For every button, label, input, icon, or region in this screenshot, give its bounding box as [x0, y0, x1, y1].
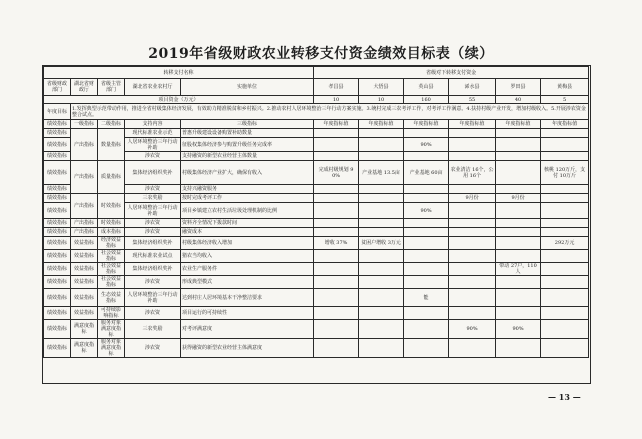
level1-indicator: 效益指标: [71, 237, 98, 250]
header-row-1: [44, 67, 589, 79]
table-row: [44, 250, 589, 263]
level3-indicator: 农业生产服务件: [181, 263, 314, 276]
indicator-type: 绩效指标: [44, 185, 71, 194]
level2-indicator: 数量指标: [98, 129, 125, 161]
indicator-value: [449, 263, 496, 276]
level3-indicator: 猪农当均收入: [181, 250, 314, 263]
finance-dept-label: 省级财政部门: [44, 79, 71, 96]
level1-indicator: 效益指标: [71, 307, 98, 320]
indicator-value: 农业清洁 16个，公用 16个: [449, 161, 496, 185]
goal-label: 年度目标: [44, 104, 71, 120]
level1-indicator: 产出指标: [71, 161, 98, 194]
support-content: 集体经济组织奖补: [125, 237, 181, 250]
indicator-type: 绩效指标: [44, 307, 71, 320]
header-row-3: [44, 96, 589, 104]
table-row: [44, 263, 589, 276]
indicator-value: [314, 138, 359, 152]
col-header: 年度指标值: [541, 120, 589, 129]
goal-row: [44, 104, 589, 120]
table-row: [44, 219, 589, 228]
indicator-type: 绩效指标: [44, 228, 71, 237]
indicator-value: [359, 129, 404, 138]
indicator-value: 完成村级规划 90%: [314, 161, 359, 185]
indicator-value: [314, 185, 359, 194]
level3-indicator: 支持兴融资服务: [181, 185, 314, 194]
col-header: 年度指标值: [314, 120, 359, 129]
indicator-value: [496, 138, 541, 152]
col-header: 一级指标: [71, 120, 98, 129]
level3-indicator: 普惠升级建设设备购置补助数量: [181, 129, 314, 138]
table-row: [44, 339, 589, 358]
column-header-row: [44, 120, 589, 129]
fund-amount: 5: [541, 96, 589, 104]
fund-amount: 10: [359, 96, 404, 104]
table-row: [44, 185, 589, 194]
indicator-type: 绩效指标: [44, 320, 71, 339]
indicator-value: [496, 276, 541, 289]
table-row: [44, 289, 589, 307]
level1-indicator: 产出指标: [71, 129, 98, 161]
indicator-value: [496, 219, 541, 228]
level3-indicator: 村级集体经济产业扩大，确保有收入: [181, 161, 314, 185]
level1-indicator: 产出指标: [71, 194, 98, 219]
page-title: 2019年省级财政农业转移支付资金绩效目标表（续）: [148, 46, 494, 62]
support-content: 三农奖励: [125, 320, 181, 339]
table-row: [44, 320, 589, 339]
level3-indicator: 项目乡镇建立农村生活垃圾处理机制的比例: [181, 203, 314, 219]
indicator-value: 贫困户增收 3万元: [359, 237, 404, 250]
indicator-value: [449, 185, 496, 194]
indicator-type: 绩效指标: [44, 219, 71, 228]
indicator-value: 90%: [404, 138, 449, 152]
indicator-value: 产业基地 60亩: [404, 161, 449, 185]
indicator-value: [541, 129, 589, 138]
indicator-value: [541, 194, 589, 203]
goal-text: 1.发挥典型示范带动作用，推进全省村级集体经济发展，有效助力精准脱贫和乡村振兴。2.推动农村人居环境整治三年行动方案实施。3.统村完成三农考评工作，对考评工作满意。4.扶持村级产业开发，增加村级收入。5.开展涉农资金整合试点。: [71, 104, 589, 120]
indicator-value: [449, 289, 496, 307]
indicator-value: [359, 194, 404, 203]
indicator-value: [314, 152, 359, 161]
indicator-value: [314, 276, 359, 289]
col-header: 年度指标值: [449, 120, 496, 129]
support-content: 涉农资: [125, 185, 181, 194]
indicator-value: [404, 219, 449, 228]
support-content: 涉农资: [125, 307, 181, 320]
indicator-value: [359, 219, 404, 228]
col-header: 二级指标: [98, 120, 125, 129]
indicator-value: [449, 339, 496, 358]
indicator-value: [449, 237, 496, 250]
indicator-type: 绩效指标: [44, 339, 71, 358]
page-number: — 13 —: [548, 392, 581, 402]
indicator-value: [449, 307, 496, 320]
level3-indicator: 融资成本: [181, 228, 314, 237]
indicator-value: [541, 219, 589, 228]
support-content: 涉农资: [125, 276, 181, 289]
indicator-value: [541, 185, 589, 194]
indicator-value: [404, 228, 449, 237]
indicator-type: 绩效指标: [44, 250, 71, 263]
indicator-value: [496, 289, 541, 307]
indicator-value: [314, 250, 359, 263]
level2-indicator: 社会效益指标: [98, 250, 125, 263]
table-row: [44, 129, 589, 138]
table-row: [44, 237, 589, 250]
level3-indicator: 支持融资的新型农业经营主体数量: [181, 152, 314, 161]
indicator-value: 核桃 120万斤，支付 10万斤: [541, 161, 589, 185]
indicator-value: [314, 228, 359, 237]
support-content: 人居环境整治三年行动补助: [125, 203, 181, 219]
support-content: 集体经济组织奖补: [125, 263, 181, 276]
support-content: 集体经济组织奖补: [125, 161, 181, 185]
indicator-value: [449, 250, 496, 263]
level1-indicator: 效益指标: [71, 250, 98, 263]
support-content: 人居环境整治三年行动补助: [125, 289, 181, 307]
indicator-value: [496, 250, 541, 263]
indicator-value: [404, 339, 449, 358]
indicator-value: [359, 307, 404, 320]
county-name: 英山县: [404, 79, 449, 96]
indicator-value: [404, 237, 449, 250]
col-header: 年度指标值: [359, 120, 404, 129]
indicator-value: [359, 203, 404, 219]
county-name: 大悟县: [359, 79, 404, 96]
indicator-value: 产业基地 13.5亩: [359, 161, 404, 185]
table-row: [44, 161, 589, 185]
county-name: 浠水县: [449, 79, 496, 96]
project-funds-label: 项目资金（万元）: [44, 96, 314, 104]
indicator-type: 绩效指标: [44, 138, 71, 152]
indicator-value: [496, 161, 541, 185]
level3-indicator: 征股权集体经济参与购置升级任务完成率: [181, 138, 314, 152]
table-row: [44, 203, 589, 219]
indicator-value: [541, 307, 589, 320]
performance-table: [43, 66, 589, 358]
indicator-value: [541, 276, 589, 289]
level2-indicator: 社会效益指标: [98, 263, 125, 276]
indicator-type: 绩效指标: [44, 203, 71, 219]
indicator-value: [541, 228, 589, 237]
indicator-value: [404, 320, 449, 339]
authority-dept-value: 湖北省农业农村厅: [125, 79, 181, 96]
table-row: [44, 228, 589, 237]
indicator-value: [359, 185, 404, 194]
level2-indicator: 可持续影响指标: [98, 307, 125, 320]
indicator-value: 90%: [449, 320, 496, 339]
indicator-value: [314, 307, 359, 320]
indicator-value: [359, 276, 404, 289]
level3-indicator: 资料齐全情况下拨款时间: [181, 219, 314, 228]
fund-amount: 160: [404, 96, 449, 104]
indicator-value: [404, 307, 449, 320]
indicator-value: [404, 152, 449, 161]
level2-indicator: 服务对象满意度指标: [98, 320, 125, 339]
level3-indicator: 形成典型模式: [181, 276, 314, 289]
indicator-value: [359, 320, 404, 339]
indicator-value: [314, 289, 359, 307]
level1-indicator: 满意度指标: [71, 339, 98, 358]
level3-indicator: 达到村庄人居环境基本干净整洁要求: [181, 289, 314, 307]
indicator-value: [496, 307, 541, 320]
level2-indicator: 社会效益指标: [98, 276, 125, 289]
indicator-type: 绩效指标: [44, 237, 71, 250]
level1-indicator: 产出指标: [71, 219, 98, 228]
indicator-value: [449, 228, 496, 237]
indicator-value: [314, 129, 359, 138]
indicator-value: [449, 129, 496, 138]
indicator-value: 90%: [404, 203, 449, 219]
indicator-value: [314, 194, 359, 203]
level2-indicator: 生态效益指标: [98, 289, 125, 307]
indicator-value: 9月份: [449, 194, 496, 203]
indicator-value: [496, 203, 541, 219]
indicator-value: [496, 237, 541, 250]
indicator-value: [496, 129, 541, 138]
col-header: 支持内容: [125, 120, 181, 129]
support-content: 涉农资: [125, 152, 181, 161]
indicator-value: [359, 250, 404, 263]
indicator-value: 能: [404, 289, 449, 307]
level3-indicator: 村级集体经济收入增加: [181, 237, 314, 250]
transfer-name-label: 转移支付名称: [44, 67, 314, 79]
county-name: 黄梅县: [541, 79, 589, 96]
level1-indicator: 效益指标: [71, 263, 98, 276]
col-header: 三级指标: [181, 120, 314, 129]
indicator-value: [449, 219, 496, 228]
indicator-type: 绩效指标: [44, 263, 71, 276]
indicator-value: 9月份: [496, 194, 541, 203]
level2-indicator: 质量指标: [98, 161, 125, 194]
indicator-value: [314, 203, 359, 219]
col-header: 年度指标值: [404, 120, 449, 129]
indicator-value: [449, 138, 496, 152]
indicator-value: [541, 320, 589, 339]
indicator-value: [541, 289, 589, 307]
county-name: 孝昌县: [314, 79, 359, 96]
level2-indicator: 服务对象满意度指标: [98, 339, 125, 358]
indicator-value: [404, 194, 449, 203]
indicator-value: [496, 152, 541, 161]
indicator-value: [541, 263, 589, 276]
header-row-2: [44, 79, 589, 96]
support-content: 涉农资: [125, 228, 181, 237]
table-row: [44, 152, 589, 161]
indicator-value: [541, 138, 589, 152]
indicator-value: [449, 276, 496, 289]
support-content: 三农奖励: [125, 194, 181, 203]
level1-indicator: 满意度指标: [71, 320, 98, 339]
support-content: 涉农资: [125, 339, 181, 358]
indicator-type: 绩效指标: [44, 276, 71, 289]
level3-indicator: 获得融资的新型农业经营主体满意度: [181, 339, 314, 358]
level3-indicator: 项目运行的可持续性: [181, 307, 314, 320]
indicator-type: 绩效指标: [44, 152, 71, 161]
indicator-value: [359, 152, 404, 161]
support-content: 现代标准农业试点: [125, 250, 181, 263]
col-header: 年度指标值: [496, 120, 541, 129]
indicator-value: [496, 339, 541, 358]
indicator-type: 绩效指标: [44, 289, 71, 307]
level2-indicator: 时效指标: [98, 219, 125, 228]
indicator-value: [449, 203, 496, 219]
level1-indicator: 效益指标: [71, 289, 98, 307]
authority-dept-label: 省级主管部门: [98, 79, 125, 96]
indicator-value: [359, 339, 404, 358]
indicator-value: 增收 37%: [314, 237, 359, 250]
indicator-value: [359, 263, 404, 276]
indicator-value: [541, 152, 589, 161]
support-content: 现代标准农业示范: [125, 129, 181, 138]
indicator-value: [359, 138, 404, 152]
indicator-value: [541, 203, 589, 219]
indicator-value: [404, 276, 449, 289]
level2-indicator: 经济效益指标: [98, 237, 125, 250]
implementing-unit-label: 实施单位: [181, 79, 314, 96]
support-content: 人居环境整治三年行动补助: [125, 138, 181, 152]
indicator-value: [496, 228, 541, 237]
indicator-value: [404, 250, 449, 263]
indicator-value: 带动 27户，110人: [496, 263, 541, 276]
indicator-value: [404, 263, 449, 276]
level1-indicator: 产出指标: [71, 228, 98, 237]
table-row: [44, 138, 589, 152]
table-row: [44, 276, 589, 289]
col-header: 绩效指标: [44, 120, 71, 129]
level3-indicator: 对考评满意度: [181, 320, 314, 339]
indicator-type: 绩效指标: [44, 194, 71, 203]
indicator-value: [314, 219, 359, 228]
level1-indicator: 效益指标: [71, 276, 98, 289]
table-row: [44, 307, 589, 320]
level3-indicator: 按时完成考评工作: [181, 194, 314, 203]
indicator-value: [314, 339, 359, 358]
finance-dept-value: 湖北省财政厅: [71, 79, 98, 96]
level2-indicator: 成本指标: [98, 228, 125, 237]
indicator-value: [314, 263, 359, 276]
table-row: [44, 194, 589, 203]
fund-amount: 55: [449, 96, 496, 104]
level2-indicator: 时效指标: [98, 194, 125, 219]
indicator-value: [359, 228, 404, 237]
fund-amount: 10: [314, 96, 359, 104]
indicator-value: [404, 129, 449, 138]
indicator-value: 90%: [496, 320, 541, 339]
indicator-value: [314, 320, 359, 339]
indicator-value: [496, 185, 541, 194]
indicator-value: [541, 339, 589, 358]
indicator-value: [404, 185, 449, 194]
indicator-type: 绩效指标: [44, 161, 71, 185]
indicator-value: [449, 152, 496, 161]
indicator-value: [541, 250, 589, 263]
indicator-value: 292万元: [541, 237, 589, 250]
indicator-type: 绩效指标: [44, 129, 71, 138]
indicator-value: [359, 289, 404, 307]
transfer-funds-value: 省级对下转移支付资金: [314, 67, 589, 79]
county-name: 罗田县: [496, 79, 541, 96]
support-content: 涉农资: [125, 219, 181, 228]
fund-amount: 40: [496, 96, 541, 104]
